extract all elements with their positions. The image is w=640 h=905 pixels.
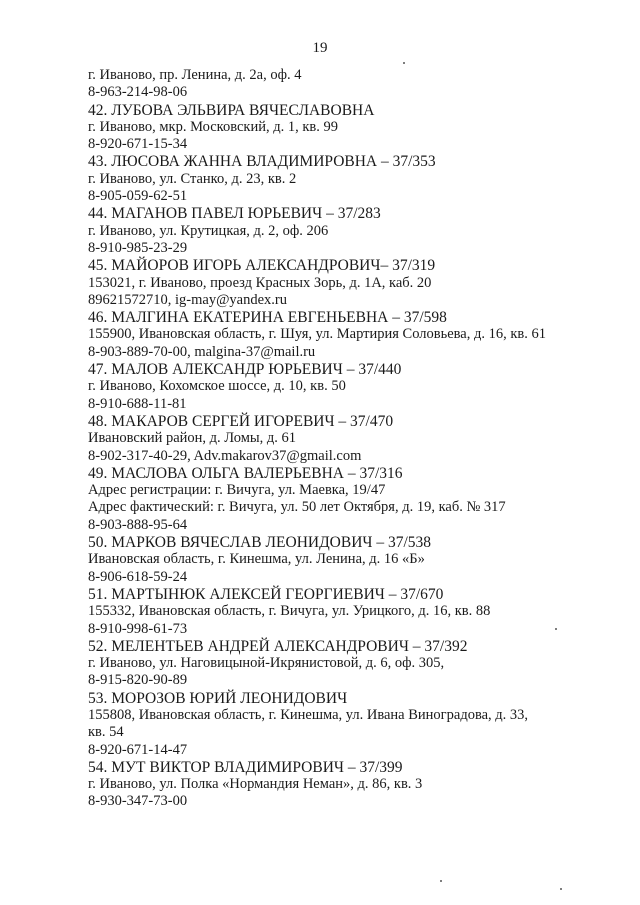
entry-detail: кв. 54: [88, 724, 124, 741]
scan-speck: [440, 880, 442, 882]
scan-speck: [560, 888, 562, 890]
entry-heading: 51. МАРТЫНЮК АЛЕКСЕЙ ГЕОРГИЕВИЧ – 37/670: [88, 585, 444, 603]
entry-detail: 8-910-688-11-81: [88, 395, 187, 412]
entry-detail: г. Иваново, ул. Станко, д. 23, кв. 2: [88, 170, 297, 187]
entry-detail: 8-910-998-61-73: [88, 620, 188, 637]
entry-detail: 8-902-317-40-29, Adv.makarov37@gmail.com: [88, 447, 362, 464]
entry-detail: Адрес фактический: г. Вичуга, ул. 50 лет Октября, д. 19, каб. № 317: [88, 499, 506, 516]
page-number: 19: [312, 40, 328, 56]
entry-detail: Ивановская область, г. Кинешма, ул. Ленина, д. 16 «Б»: [88, 551, 425, 568]
directory-list: [88, 67, 608, 811]
scan-speck: [403, 62, 405, 64]
entry-detail: Адрес регистрации: г. Вичуга, ул. Маевка, 19/47: [88, 482, 386, 499]
entry-heading: 50. МАРКОВ ВЯЧЕСЛАВ ЛЕОНИДОВИЧ – 37/538: [88, 534, 432, 552]
scan-speck: [555, 628, 557, 630]
entry-detail: 8-915-820-90-89: [88, 672, 188, 689]
entry-detail: г. Иваново, ул. Крутицкая, д. 2, оф. 206: [88, 222, 329, 239]
entry-detail: 155808, Ивановская область, г. Кинешма, ул. Ивана Виноградова, д. 33,: [88, 706, 529, 723]
entry-detail: 8-906-618-59-24: [88, 568, 188, 585]
entry-heading: 45. МАЙОРОВ ИГОРЬ АЛЕКСАНДРОВИЧ– 37/319: [88, 257, 436, 275]
entry-detail: 8-930-347-73-00: [88, 793, 188, 810]
entry-detail: 8-920-671-15-34: [88, 136, 188, 153]
entry-detail: 155900, Ивановская область, г. Шуя, ул. Мартирия Соловьева, д. 16, кв. 61: [88, 326, 547, 343]
entry-detail: 8-910-985-23-29: [88, 239, 188, 256]
entry-detail: 8-920-671-14-47: [88, 741, 188, 758]
entry-detail: 8-963-214-98-06: [88, 84, 188, 101]
entry-detail: 8-903-889-70-00, malgina-37@mail.ru: [88, 343, 316, 360]
entry-heading: 47. МАЛОВ АЛЕКСАНДР ЮРЬЕВИЧ – 37/440: [88, 361, 402, 379]
entry-detail: 153021, г. Иваново, проезд Красных Зорь, д. 1А, каб. 20: [88, 274, 432, 291]
entry-heading: 53. МОРОЗОВ ЮРИЙ ЛЕОНИДОВИЧ: [88, 689, 348, 707]
entry-detail: 8-905-059-62-51: [88, 188, 188, 205]
entry-heading: 42. ЛУБОВА ЭЛЬВИРА ВЯЧЕСЛАВОВНА: [88, 101, 375, 119]
entry-heading: 54. МУТ ВИКТОР ВЛАДИМИРОВИЧ – 37/399: [88, 758, 403, 776]
entry-detail: 8-903-888-95-64: [88, 516, 188, 533]
entry-detail: г. Иваново, мкр. Московский, д. 1, кв. 99: [88, 118, 339, 135]
entry-heading: 44. МАГАНОВ ПАВЕЛ ЮРЬЕВИЧ – 37/283: [88, 205, 381, 223]
entry-detail: 155332, Ивановская область, г. Вичуга, ул. Урицкого, д. 16, кв. 88: [88, 603, 491, 620]
entry-detail: Ивановский район, д. Ломы, д. 61: [88, 430, 297, 447]
entry-heading: 49. МАСЛОВА ОЛЬГА ВАЛЕРЬЕВНА – 37/316: [88, 464, 403, 482]
entry-heading: 46. МАЛГИНА ЕКАТЕРИНА ЕВГЕНЬЕВНА – 37/598: [88, 309, 447, 327]
entry-detail: г. Иваново, ул. Наговицыной-Икрянистовой, д. 6, оф. 305,: [88, 655, 445, 672]
entry-heading: 52. МЕЛЕНТЬЕВ АНДРЕЙ АЛЕКСАНДРОВИЧ – 37/392: [88, 637, 468, 655]
entry-detail: г. Иваново, пр. Ленина, д. 2а, оф. 4: [88, 67, 302, 83]
entry-detail: г. Иваново, Кохомское шоссе, д. 10, кв. 50: [88, 378, 346, 395]
entry-heading: 43. ЛЮСОВА ЖАННА ВЛАДИМИРОВНА – 37/353: [88, 153, 436, 171]
entry-heading: 48. МАКАРОВ СЕРГЕЙ ИГОРЕВИЧ – 37/470: [88, 412, 394, 430]
entry-detail: 89621572710, ig-may@yandex.ru: [88, 291, 287, 308]
entry-detail: г. Иваново, ул. Полка «Нормандия Неман», д. 86, кв. 3: [88, 776, 423, 793]
